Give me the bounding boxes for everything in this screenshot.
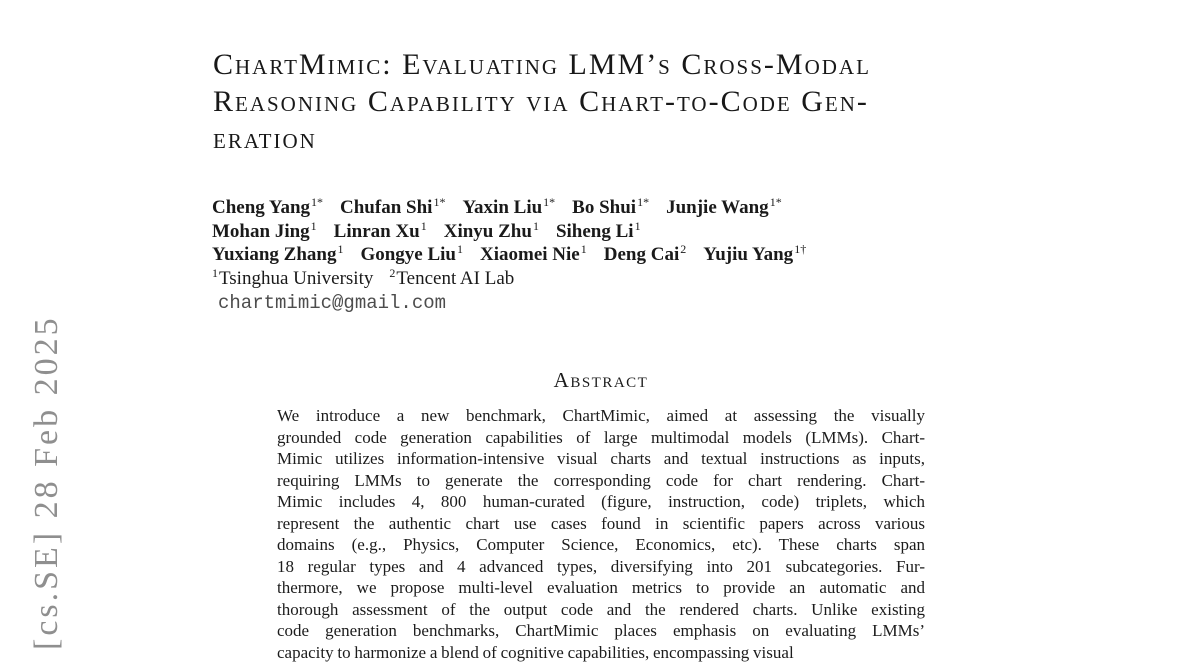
author-block (212, 197, 806, 291)
author-name: Linran Xu$^1$ (334, 221, 427, 242)
contact-email[interactable]: chartmimic@gmail.com (218, 292, 446, 314)
author-superscript: 1† (794, 242, 806, 256)
affiliation-superscript: 1 (212, 266, 218, 280)
arxiv-watermark: [cs.SE] 28 Feb 2025 (28, 315, 66, 650)
affiliation: $^1$Tsinghua University (212, 268, 373, 289)
abstract-line: represent the authentic chart use cases found in scientific papers across various (277, 513, 925, 535)
paper-title (213, 46, 1058, 157)
abstract-line: requiring LMMs to generate the corresponding code for chart rendering. Chart- (277, 470, 925, 492)
affiliation: $^2$Tencent AI Lab (389, 268, 514, 289)
abstract-line: We introduce a new benchmark, ChartMimic, aimed at assessing the visually (277, 405, 925, 427)
author-superscript: 1 (457, 242, 463, 256)
author-superscript: 1 (421, 219, 427, 233)
abstract-line: capacity to harmonize a blend of cognitive capabilities, encompassing visual (277, 642, 925, 663)
author-name: Yujiu Yang$^{1\dagger}$ (703, 244, 806, 265)
author-superscript: 1* (770, 195, 782, 209)
author-superscript: 1* (543, 195, 555, 209)
author-superscript: 1* (311, 195, 323, 209)
author-name: Gongye Liu$^1$ (360, 244, 463, 265)
author-line (212, 221, 806, 245)
abstract-line: thermore, we propose multi-level evaluation metrics to provide an automatic and (277, 577, 925, 599)
abstract-line: 18 regular types and 4 advanced types, diversifying into 201 subcategories. Fur- (277, 556, 925, 578)
author-name: Xiaomei Nie$^1$ (480, 244, 587, 265)
author-name: Xinyu Zhu$^1$ (444, 221, 539, 242)
author-line (212, 197, 806, 221)
author-superscript: 1 (581, 242, 587, 256)
author-name: Deng Cai$^2$ (604, 244, 686, 265)
paper-title-line: ChartMimic: Evaluating LMM’s Cross-Modal (213, 46, 1058, 83)
author-superscript: 1 (337, 242, 343, 256)
author-line (212, 244, 806, 268)
paper-title-line: Reasoning Capability via Chart-to-Code Gen- (213, 83, 1058, 120)
author-name: Yuxiang Zhang$^1$ (212, 244, 343, 265)
author-name: Bo Shui$^{1*}$ (572, 197, 649, 218)
paper-title-line: eration (213, 120, 1058, 157)
author-name: Siheng Li$^1$ (556, 221, 641, 242)
author-superscript: 2 (680, 242, 686, 256)
abstract-line: code generation benchmarks, ChartMimic places emphasis on evaluating LMMs’ (277, 620, 925, 642)
author-name: Yaxin Liu$^{1*}$ (462, 197, 555, 218)
author-name: Chufan Shi$^{1*}$ (340, 197, 445, 218)
author-superscript: 1 (635, 219, 641, 233)
abstract-line: domains (e.g., Physics, Computer Science, Economics, etc). These charts span (277, 534, 925, 556)
author-superscript: 1* (433, 195, 445, 209)
author-superscript: 1* (637, 195, 649, 209)
abstract-line: grounded code generation capabilities of large multimodal models (LMMs). Chart- (277, 427, 925, 449)
abstract-body (277, 405, 925, 663)
author-superscript: 1 (533, 219, 539, 233)
author-name: Mohan Jing$^1$ (212, 221, 317, 242)
abstract-line: thorough assessment of the output code and the rendered charts. Unlike existing (277, 599, 925, 621)
affiliation-line (212, 268, 806, 292)
author-superscript: 1 (311, 219, 317, 233)
author-name: Junjie Wang$^{1*}$ (666, 197, 782, 218)
abstract-line: Mimic includes 4, 800 human-curated (figure, instruction, code) triplets, which (277, 491, 925, 513)
abstract-heading: Abstract (277, 368, 925, 393)
author-name: Cheng Yang$^{1*}$ (212, 197, 323, 218)
affiliation-superscript: 2 (389, 266, 395, 280)
abstract-line: Mimic utilizes information-intensive visual charts and textual instructions as inputs, (277, 448, 925, 470)
